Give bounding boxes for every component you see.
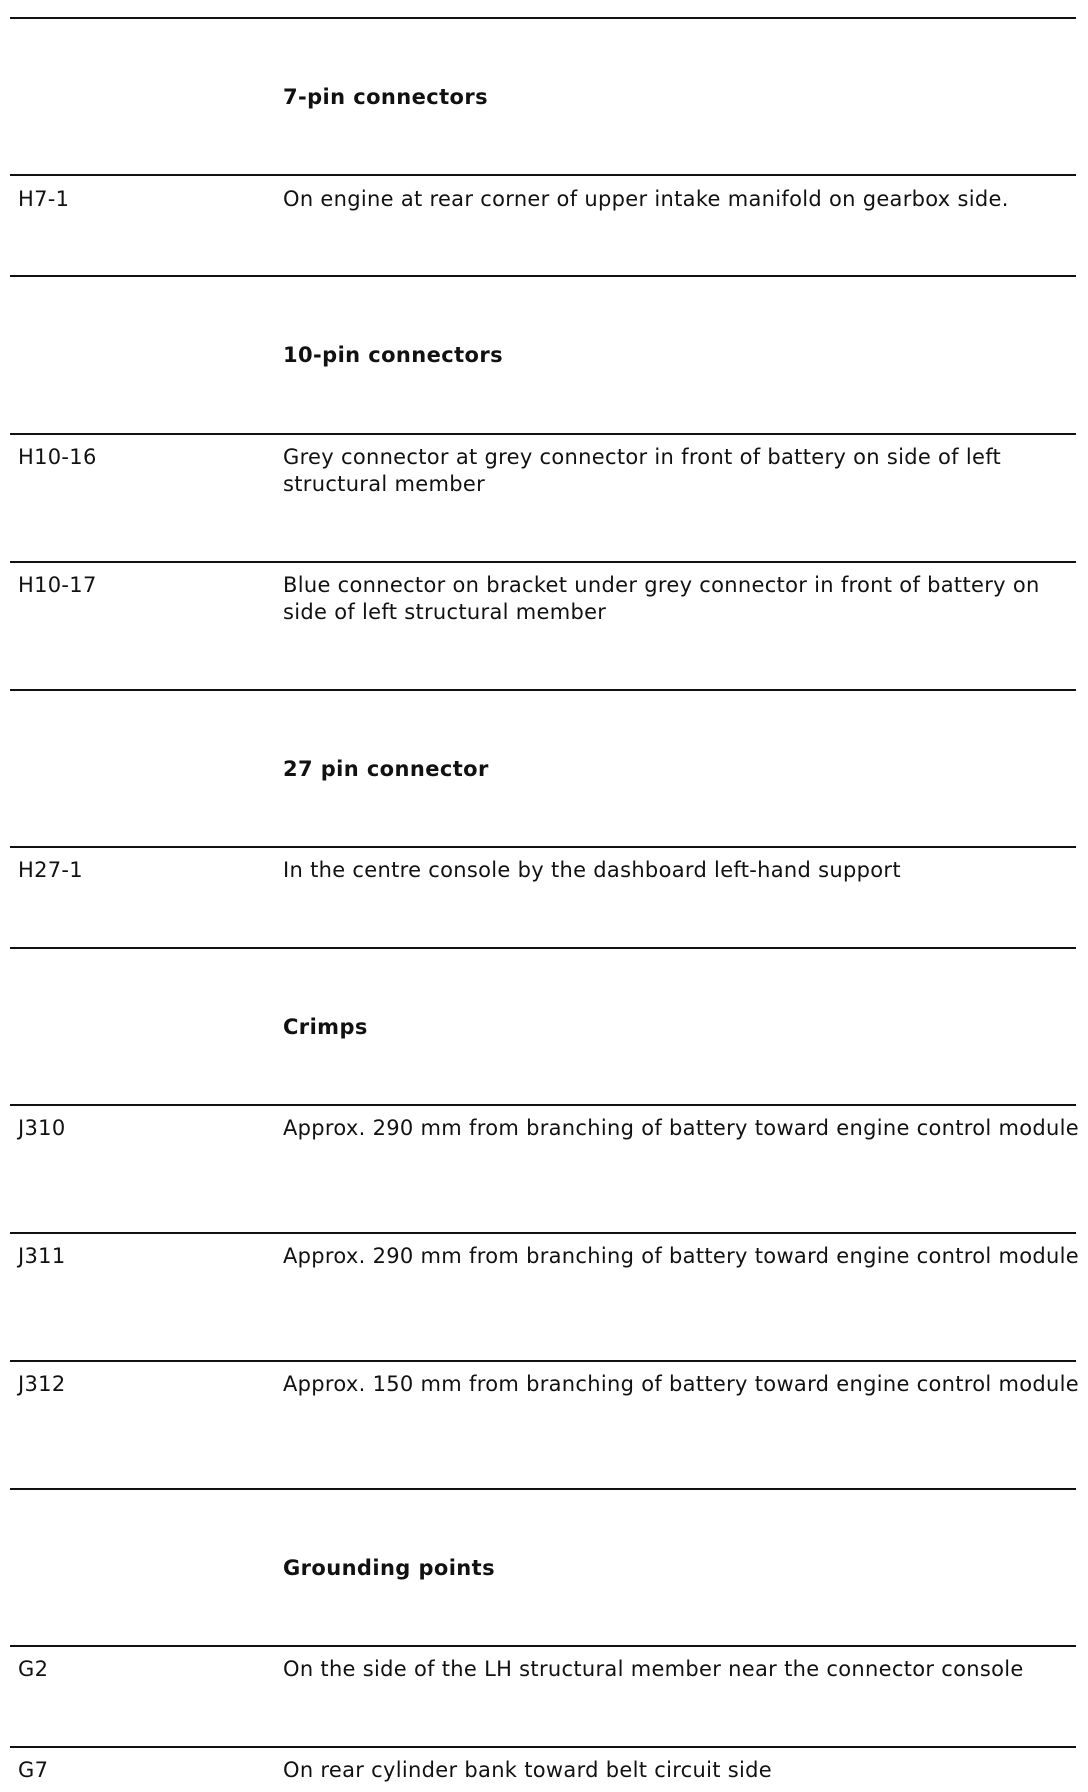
component-code: H10-17 <box>18 573 97 597</box>
component-code: G2 <box>18 1657 49 1681</box>
component-location: Grey connector at grey connector in front of battery on side of left structural member <box>283 445 1002 496</box>
table-divider <box>10 1488 1076 1490</box>
section-heading: 27 pin connector <box>283 757 489 781</box>
section-heading: Crimps <box>283 1015 368 1039</box>
section-heading: 10-pin connectors <box>283 343 504 367</box>
table-divider <box>10 846 1076 848</box>
component-location: On rear cylinder bank toward belt circuit side <box>283 1758 773 1782</box>
component-code: H27-1 <box>18 858 83 882</box>
table-divider <box>10 1645 1076 1647</box>
component-code: J310 <box>18 1116 66 1140</box>
section-heading: Grounding points <box>283 1556 495 1580</box>
table-divider <box>10 174 1076 176</box>
component-code: J312 <box>18 1372 66 1396</box>
component-location: On the side of the LH structural member near the connector console <box>283 1657 1024 1681</box>
table-divider <box>10 947 1076 949</box>
section-heading: 7-pin connectors <box>283 85 489 109</box>
table-divider <box>10 1746 1076 1748</box>
table-divider <box>10 17 1076 19</box>
table-divider <box>10 1104 1076 1106</box>
component-location: Approx. 290 mm from branching of battery toward engine control module <box>283 1244 1080 1268</box>
component-location: Blue connector on bracket under grey connector in front of battery on side of left structural member <box>283 573 1040 624</box>
table-divider <box>10 1232 1076 1234</box>
table-divider <box>10 275 1076 277</box>
component-location: Approx. 150 mm from branching of battery toward engine control module <box>283 1372 1080 1396</box>
component-location: In the centre console by the dashboard left-hand support <box>283 858 901 882</box>
component-code: H10-16 <box>18 445 97 469</box>
component-code: G7 <box>18 1758 49 1782</box>
component-location: On engine at rear corner of upper intake manifold on gearbox side. <box>283 187 1009 211</box>
table-divider <box>10 433 1076 435</box>
component-code: J311 <box>18 1244 66 1268</box>
component-location: Approx. 290 mm from branching of battery toward engine control module <box>283 1116 1080 1140</box>
table-divider <box>10 1360 1076 1362</box>
table-divider <box>10 561 1076 563</box>
component-code: H7-1 <box>18 187 70 211</box>
table-divider <box>10 689 1076 691</box>
